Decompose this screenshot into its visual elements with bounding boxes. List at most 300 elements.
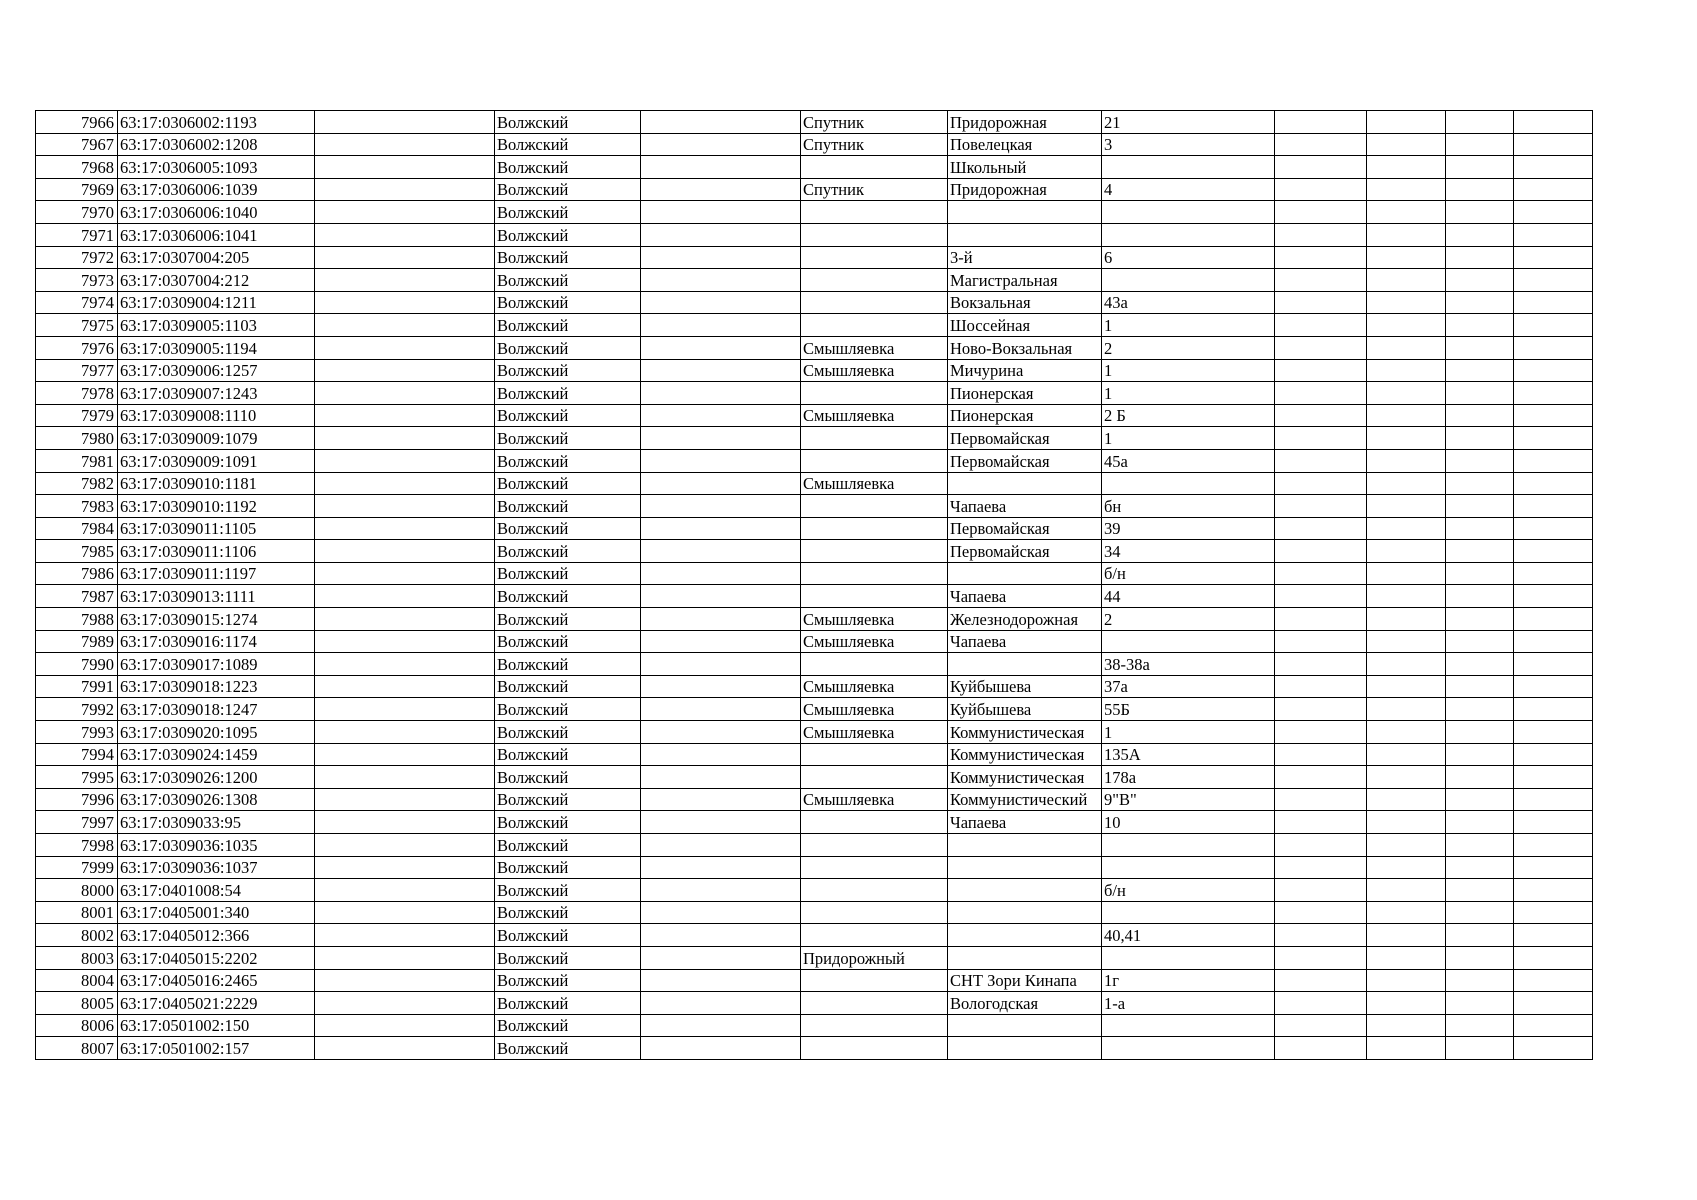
- cadastral-number-cell: 63:17:0309007:1243: [118, 382, 315, 405]
- empty-cell: [1275, 178, 1367, 201]
- table-row: [36, 472, 1593, 495]
- locality-cell: [801, 382, 948, 405]
- empty-cell: [315, 675, 495, 698]
- house-number-cell: 21: [1102, 111, 1275, 134]
- empty-cell: [641, 133, 801, 156]
- empty-cell: [1514, 788, 1593, 811]
- empty-cell: [315, 336, 495, 359]
- empty-cell: [1275, 585, 1367, 608]
- cadastral-number-cell: 63:17:0309011:1197: [118, 562, 315, 585]
- empty-cell: [1514, 1037, 1593, 1060]
- street-cell: Вологодская: [948, 992, 1102, 1015]
- cadastral-number-cell: 63:17:0307004:205: [118, 246, 315, 269]
- empty-cell: [1446, 675, 1514, 698]
- district-cell: Волжский: [495, 562, 641, 585]
- row-number-cell: 8007: [36, 1037, 118, 1060]
- empty-cell: [1275, 449, 1367, 472]
- empty-cell: [315, 359, 495, 382]
- empty-cell: [641, 1037, 801, 1060]
- district-cell: Волжский: [495, 856, 641, 879]
- empty-cell: [1446, 427, 1514, 450]
- empty-cell: [641, 675, 801, 698]
- empty-cell: [641, 924, 801, 947]
- district-cell: Волжский: [495, 336, 641, 359]
- house-number-cell: 10: [1102, 811, 1275, 834]
- house-number-cell: 34: [1102, 540, 1275, 563]
- empty-cell: [641, 246, 801, 269]
- empty-cell: [315, 811, 495, 834]
- empty-cell: [1367, 901, 1446, 924]
- table-row: [36, 1014, 1593, 1037]
- locality-cell: [801, 540, 948, 563]
- house-number-cell: 38-38а: [1102, 653, 1275, 676]
- row-number-cell: 7966: [36, 111, 118, 134]
- empty-cell: [1446, 111, 1514, 134]
- empty-cell: [1514, 856, 1593, 879]
- empty-cell: [315, 517, 495, 540]
- cadastral-number-cell: 63:17:0309016:1174: [118, 630, 315, 653]
- street-cell: Ново-Вокзальная: [948, 336, 1102, 359]
- house-number-cell: [1102, 901, 1275, 924]
- empty-cell: [641, 314, 801, 337]
- empty-cell: [1446, 992, 1514, 1015]
- locality-cell: [801, 879, 948, 902]
- empty-cell: [641, 562, 801, 585]
- locality-cell: Смышляевка: [801, 608, 948, 631]
- empty-cell: [315, 879, 495, 902]
- empty-cell: [641, 585, 801, 608]
- row-number-cell: 8002: [36, 924, 118, 947]
- empty-cell: [1275, 811, 1367, 834]
- empty-cell: [1514, 427, 1593, 450]
- table-body: [36, 111, 1593, 1060]
- district-cell: Волжский: [495, 495, 641, 518]
- table-row: [36, 585, 1593, 608]
- empty-cell: [315, 924, 495, 947]
- house-number-cell: [1102, 201, 1275, 224]
- cadastral-number-cell: 63:17:0309009:1091: [118, 449, 315, 472]
- empty-cell: [1275, 404, 1367, 427]
- empty-cell: [1275, 540, 1367, 563]
- table-row: [36, 359, 1593, 382]
- empty-cell: [1514, 314, 1593, 337]
- empty-cell: [1367, 201, 1446, 224]
- table-row: [36, 201, 1593, 224]
- district-cell: Волжский: [495, 111, 641, 134]
- cadastral-number-cell: 63:17:0309005:1194: [118, 336, 315, 359]
- empty-cell: [1367, 495, 1446, 518]
- empty-cell: [1514, 382, 1593, 405]
- table-row: [36, 834, 1593, 857]
- house-number-cell: 43а: [1102, 291, 1275, 314]
- empty-cell: [1275, 901, 1367, 924]
- empty-cell: [1367, 879, 1446, 902]
- row-number-cell: 8005: [36, 992, 118, 1015]
- empty-cell: [641, 495, 801, 518]
- cadastral-number-cell: 63:17:0309004:1211: [118, 291, 315, 314]
- street-cell: Вокзальная: [948, 291, 1102, 314]
- district-cell: Волжский: [495, 269, 641, 292]
- house-number-cell: 135А: [1102, 743, 1275, 766]
- house-number-cell: [1102, 834, 1275, 857]
- empty-cell: [1275, 223, 1367, 246]
- empty-cell: [1275, 517, 1367, 540]
- house-number-cell: [1102, 630, 1275, 653]
- street-cell: Первомайская: [948, 517, 1102, 540]
- cadastral-number-cell: 63:17:0309020:1095: [118, 721, 315, 744]
- street-cell: СНТ Зори Кинапа: [948, 969, 1102, 992]
- row-number-cell: 7986: [36, 562, 118, 585]
- empty-cell: [641, 223, 801, 246]
- locality-cell: [801, 246, 948, 269]
- row-number-cell: 8004: [36, 969, 118, 992]
- empty-cell: [1367, 675, 1446, 698]
- empty-cell: [641, 178, 801, 201]
- empty-cell: [641, 156, 801, 179]
- cadastral-number-cell: 63:17:0309036:1035: [118, 834, 315, 857]
- table-row: [36, 766, 1593, 789]
- cadastral-number-cell: 63:17:0306006:1039: [118, 178, 315, 201]
- district-cell: Волжский: [495, 246, 641, 269]
- empty-cell: [1446, 562, 1514, 585]
- locality-cell: Смышляевка: [801, 698, 948, 721]
- street-cell: [948, 562, 1102, 585]
- empty-cell: [1367, 788, 1446, 811]
- locality-cell: [801, 653, 948, 676]
- locality-cell: [801, 427, 948, 450]
- locality-cell: Смышляевка: [801, 404, 948, 427]
- locality-cell: [801, 517, 948, 540]
- empty-cell: [1514, 223, 1593, 246]
- house-number-cell: б/н: [1102, 562, 1275, 585]
- house-number-cell: 44: [1102, 585, 1275, 608]
- empty-cell: [1514, 653, 1593, 676]
- empty-cell: [1275, 427, 1367, 450]
- empty-cell: [315, 133, 495, 156]
- empty-cell: [315, 585, 495, 608]
- empty-cell: [1446, 178, 1514, 201]
- empty-cell: [1514, 721, 1593, 744]
- house-number-cell: [1102, 472, 1275, 495]
- empty-cell: [1275, 653, 1367, 676]
- empty-cell: [1446, 743, 1514, 766]
- empty-cell: [315, 743, 495, 766]
- table-row: [36, 698, 1593, 721]
- street-cell: Железнодорожная: [948, 608, 1102, 631]
- empty-cell: [315, 901, 495, 924]
- empty-cell: [1446, 856, 1514, 879]
- house-number-cell: 1-а: [1102, 992, 1275, 1015]
- street-cell: [948, 879, 1102, 902]
- empty-cell: [1514, 201, 1593, 224]
- house-number-cell: 45а: [1102, 449, 1275, 472]
- empty-cell: [641, 404, 801, 427]
- locality-cell: [801, 1037, 948, 1060]
- empty-cell: [315, 788, 495, 811]
- locality-cell: [801, 924, 948, 947]
- district-cell: Волжский: [495, 811, 641, 834]
- house-number-cell: 3: [1102, 133, 1275, 156]
- table-row: [36, 630, 1593, 653]
- district-cell: Волжский: [495, 223, 641, 246]
- empty-cell: [641, 382, 801, 405]
- cadastral-number-cell: 63:17:0309010:1181: [118, 472, 315, 495]
- empty-cell: [1367, 1037, 1446, 1060]
- row-number-cell: 7994: [36, 743, 118, 766]
- district-cell: Волжский: [495, 1037, 641, 1060]
- empty-cell: [1275, 608, 1367, 631]
- row-number-cell: 7992: [36, 698, 118, 721]
- empty-cell: [1367, 992, 1446, 1015]
- empty-cell: [315, 291, 495, 314]
- locality-cell: [801, 811, 948, 834]
- empty-cell: [641, 766, 801, 789]
- locality-cell: [801, 834, 948, 857]
- empty-cell: [1446, 766, 1514, 789]
- cadastral-number-cell: 63:17:0309008:1110: [118, 404, 315, 427]
- table-row: [36, 178, 1593, 201]
- street-cell: Придорожная: [948, 111, 1102, 134]
- table-row: [36, 382, 1593, 405]
- empty-cell: [1275, 246, 1367, 269]
- empty-cell: [315, 653, 495, 676]
- empty-cell: [1514, 630, 1593, 653]
- table-row: [36, 223, 1593, 246]
- row-number-cell: 7982: [36, 472, 118, 495]
- district-cell: Волжский: [495, 449, 641, 472]
- house-number-cell: 178а: [1102, 766, 1275, 789]
- empty-cell: [641, 834, 801, 857]
- empty-cell: [1367, 133, 1446, 156]
- empty-cell: [1275, 924, 1367, 947]
- empty-cell: [315, 721, 495, 744]
- row-number-cell: 7968: [36, 156, 118, 179]
- empty-cell: [1514, 246, 1593, 269]
- locality-cell: [801, 992, 948, 1015]
- table-row: [36, 562, 1593, 585]
- district-cell: Волжский: [495, 585, 641, 608]
- empty-cell: [1514, 269, 1593, 292]
- row-number-cell: 7985: [36, 540, 118, 563]
- district-cell: Волжский: [495, 675, 641, 698]
- locality-cell: Спутник: [801, 178, 948, 201]
- empty-cell: [315, 562, 495, 585]
- district-cell: Волжский: [495, 834, 641, 857]
- empty-cell: [641, 811, 801, 834]
- empty-cell: [1275, 472, 1367, 495]
- locality-cell: Придорожный: [801, 946, 948, 969]
- empty-cell: [641, 879, 801, 902]
- registry-table: [35, 110, 1593, 1060]
- row-number-cell: 7993: [36, 721, 118, 744]
- empty-cell: [1446, 201, 1514, 224]
- empty-cell: [315, 630, 495, 653]
- row-number-cell: 7987: [36, 585, 118, 608]
- table-row: [36, 743, 1593, 766]
- empty-cell: [1446, 133, 1514, 156]
- empty-cell: [315, 314, 495, 337]
- locality-cell: [801, 585, 948, 608]
- house-number-cell: 2: [1102, 608, 1275, 631]
- empty-cell: [1275, 788, 1367, 811]
- empty-cell: [1275, 743, 1367, 766]
- empty-cell: [1275, 269, 1367, 292]
- empty-cell: [641, 517, 801, 540]
- house-number-cell: бн: [1102, 495, 1275, 518]
- empty-cell: [315, 946, 495, 969]
- empty-cell: [1446, 946, 1514, 969]
- locality-cell: [801, 856, 948, 879]
- row-number-cell: 8001: [36, 901, 118, 924]
- table-row: [36, 811, 1593, 834]
- locality-cell: [801, 495, 948, 518]
- empty-cell: [641, 201, 801, 224]
- street-cell: Коммунистическая: [948, 743, 1102, 766]
- row-number-cell: 7981: [36, 449, 118, 472]
- empty-cell: [641, 1014, 801, 1037]
- row-number-cell: 7980: [36, 427, 118, 450]
- empty-cell: [1367, 743, 1446, 766]
- empty-cell: [315, 1014, 495, 1037]
- row-number-cell: 7972: [36, 246, 118, 269]
- table-row: [36, 336, 1593, 359]
- empty-cell: [1275, 1037, 1367, 1060]
- empty-cell: [1275, 721, 1367, 744]
- street-cell: Куйбышева: [948, 698, 1102, 721]
- empty-cell: [1367, 969, 1446, 992]
- house-number-cell: [1102, 156, 1275, 179]
- house-number-cell: [1102, 1014, 1275, 1037]
- cadastral-number-cell: 63:17:0309036:1037: [118, 856, 315, 879]
- street-cell: [948, 946, 1102, 969]
- empty-cell: [1367, 269, 1446, 292]
- empty-cell: [641, 698, 801, 721]
- locality-cell: Смышляевка: [801, 721, 948, 744]
- table-row: [36, 1037, 1593, 1060]
- empty-cell: [1275, 856, 1367, 879]
- empty-cell: [641, 359, 801, 382]
- empty-cell: [315, 472, 495, 495]
- empty-cell: [1275, 675, 1367, 698]
- empty-cell: [641, 608, 801, 631]
- empty-cell: [641, 269, 801, 292]
- row-number-cell: 7997: [36, 811, 118, 834]
- row-number-cell: 7998: [36, 834, 118, 857]
- table-row: [36, 924, 1593, 947]
- street-cell: Пионерская: [948, 404, 1102, 427]
- empty-cell: [1367, 314, 1446, 337]
- district-cell: Волжский: [495, 901, 641, 924]
- street-cell: Мичурина: [948, 359, 1102, 382]
- district-cell: Волжский: [495, 946, 641, 969]
- empty-cell: [315, 969, 495, 992]
- empty-cell: [315, 246, 495, 269]
- row-number-cell: 7978: [36, 382, 118, 405]
- cadastral-number-cell: 63:17:0306006:1040: [118, 201, 315, 224]
- empty-cell: [1367, 246, 1446, 269]
- empty-cell: [315, 698, 495, 721]
- empty-cell: [1514, 517, 1593, 540]
- empty-cell: [1367, 856, 1446, 879]
- empty-cell: [1367, 608, 1446, 631]
- locality-cell: Смышляевка: [801, 336, 948, 359]
- row-number-cell: 7979: [36, 404, 118, 427]
- empty-cell: [1446, 924, 1514, 947]
- empty-cell: [1275, 495, 1367, 518]
- locality-cell: [801, 766, 948, 789]
- empty-cell: [1446, 314, 1514, 337]
- street-cell: Куйбышева: [948, 675, 1102, 698]
- table-row: [36, 156, 1593, 179]
- empty-cell: [1514, 495, 1593, 518]
- empty-cell: [1446, 788, 1514, 811]
- empty-cell: [1514, 946, 1593, 969]
- house-number-cell: 55Б: [1102, 698, 1275, 721]
- empty-cell: [1446, 834, 1514, 857]
- empty-cell: [1514, 449, 1593, 472]
- district-cell: Волжский: [495, 517, 641, 540]
- empty-cell: [1446, 246, 1514, 269]
- cadastral-number-cell: 63:17:0309018:1223: [118, 675, 315, 698]
- street-cell: Первомайская: [948, 449, 1102, 472]
- empty-cell: [315, 178, 495, 201]
- house-number-cell: 39: [1102, 517, 1275, 540]
- empty-cell: [315, 992, 495, 1015]
- empty-cell: [1514, 585, 1593, 608]
- row-number-cell: 7977: [36, 359, 118, 382]
- district-cell: Волжский: [495, 314, 641, 337]
- empty-cell: [641, 336, 801, 359]
- row-number-cell: 7989: [36, 630, 118, 653]
- empty-cell: [315, 834, 495, 857]
- cadastral-number-cell: 63:17:0405016:2465: [118, 969, 315, 992]
- street-cell: Чапаева: [948, 495, 1102, 518]
- cadastral-number-cell: 63:17:0306006:1041: [118, 223, 315, 246]
- row-number-cell: 7969: [36, 178, 118, 201]
- empty-cell: [1275, 133, 1367, 156]
- row-number-cell: 7988: [36, 608, 118, 631]
- cadastral-number-cell: 63:17:0306002:1208: [118, 133, 315, 156]
- table-row: [36, 540, 1593, 563]
- table-row: [36, 901, 1593, 924]
- row-number-cell: 7973: [36, 269, 118, 292]
- empty-cell: [1514, 472, 1593, 495]
- empty-cell: [1367, 449, 1446, 472]
- locality-cell: [801, 156, 948, 179]
- district-cell: Волжский: [495, 879, 641, 902]
- cadastral-number-cell: 63:17:0309009:1079: [118, 427, 315, 450]
- empty-cell: [315, 269, 495, 292]
- empty-cell: [1275, 1014, 1367, 1037]
- locality-cell: Смышляевка: [801, 788, 948, 811]
- row-number-cell: 7991: [36, 675, 118, 698]
- house-number-cell: 2: [1102, 336, 1275, 359]
- house-number-cell: [1102, 946, 1275, 969]
- street-cell: Коммунистическая: [948, 721, 1102, 744]
- empty-cell: [1446, 382, 1514, 405]
- table-row: [36, 133, 1593, 156]
- street-cell: [948, 901, 1102, 924]
- registry-sheet: [35, 110, 1593, 1060]
- house-number-cell: 37а: [1102, 675, 1275, 698]
- house-number-cell: [1102, 269, 1275, 292]
- row-number-cell: 7971: [36, 223, 118, 246]
- row-number-cell: 7984: [36, 517, 118, 540]
- empty-cell: [315, 540, 495, 563]
- district-cell: Волжский: [495, 427, 641, 450]
- table-row: [36, 495, 1593, 518]
- empty-cell: [1446, 721, 1514, 744]
